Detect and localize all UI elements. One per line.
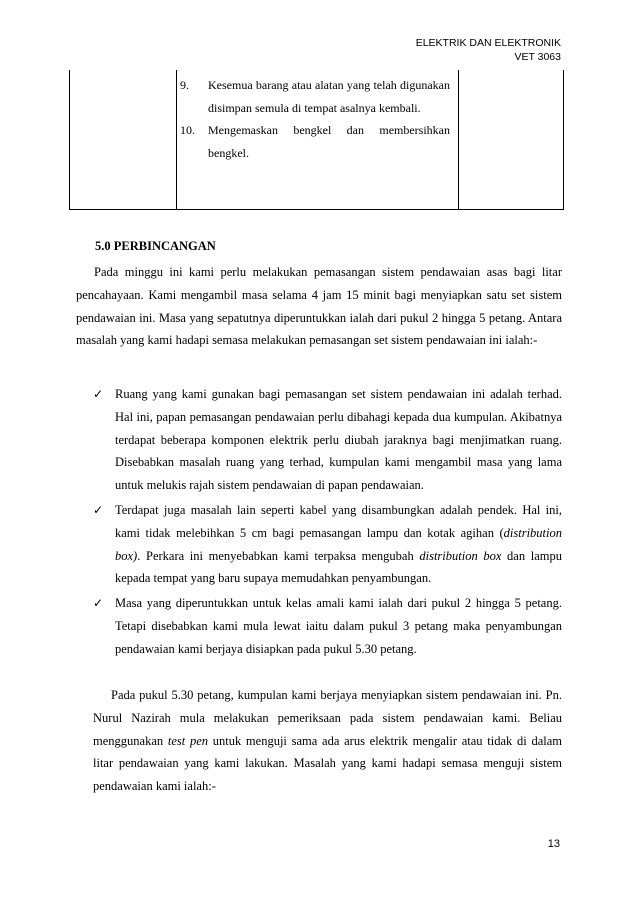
table-column-divider xyxy=(458,70,459,209)
intro-paragraph: Pada minggu ini kami perlu melakukan pemasangan sistem pendawaian asas bagi litar pencahayaan. Kami mengambil masa selama 4 jam 15 minit bagi menyiapkan satu set sistem pendawaian ini. Masa yang sepatutnya diperuntukkan ialah dari pukul 2 hingga 5 petang. Antara masalah yang kami hadapi semasa melakukan pemasangan set sistem pendawaian ini ialah:- xyxy=(76,265,562,348)
header-course-code: VET 3063 xyxy=(514,51,561,63)
step-text: Mengemaskan bengkel dan membersihkan bengkel. xyxy=(208,123,450,160)
procedure-list xyxy=(180,74,450,164)
table-column-divider xyxy=(176,70,177,209)
procedure-step xyxy=(180,119,450,164)
checkmark-icon: ✓ xyxy=(93,502,104,517)
procedure-step xyxy=(180,74,450,119)
section-heading: 5.0 PERBINCANGAN xyxy=(95,239,216,253)
problem-list xyxy=(93,383,562,663)
problem-item xyxy=(93,592,562,660)
procedure-table-fragment xyxy=(69,70,564,210)
problem-text: Masa yang diperuntukkan untuk kelas amali kami ialah dari pukul 2 hingga 5 petang. Tetapi disebabkan kami mula lewat iaitu dalam pukul 3 petang maka penyambungan pendawaian kami berjaya disiapkan pada pukul 5.30 petang. xyxy=(115,596,562,656)
problem-text: Ruang yang kami gunakan bagi pemasangan set sistem pendawaian ini adalah terhad. Hal ini, papan pemasangan pendawaian perlu dibahagi kepada dua kumpulan. Akibatnya terdapat beberapa komponen elektrik perlu diubah jaraknya bagi menjimatkan ruang. Disebabkan masalah ruang yang terhad, kumpulan kami mengambil masa yang lama untuk melukis rajah sistem pendawaian di papan pendawaian. xyxy=(115,387,562,493)
checkmark-icon: ✓ xyxy=(93,387,104,401)
closing-paragraph: Pada pukul 5.30 petang, kumpulan kami berjaya menyiapkan sistem pendawaian ini. Pn. Nurul Nazirah mula melakukan pemeriksaan pada sistem pendawaian kami. Beliau menggunakan test pen untuk menguji sama ada arus elektrik mengalir atau tidak di dalam litar pendawaian yang kami lakukan. Masalah yang kami hadapi semasa menguji sistem pendawaian kami ialah:- xyxy=(93,688,562,794)
problem-item xyxy=(93,383,562,497)
header-subject: ELEKTRIK DAN ELEKTRONIK xyxy=(415,37,561,49)
step-text: Kesemua barang atau alatan yang telah digunakan disimpan semula di tempat asalnya kembali. xyxy=(208,78,450,115)
problem-item xyxy=(93,499,562,590)
step-number: 10. xyxy=(180,123,195,137)
step-number: 9. xyxy=(180,78,189,92)
page-header xyxy=(416,36,561,64)
checkmark-icon: ✓ xyxy=(93,596,104,611)
problem-text: Terdapat juga masalah lain seperti kabel yang disambungkan adalah pendek. Hal ini, kami tidak melebihkan 5 cm bagi pemasangan lampu dan kotak agihan (distribution box). Perkara ini menyebabkan kami terpaksa mengubah distribution box dan lampu kepada tempat yang baru supaya memudahkan penyambungan. xyxy=(115,502,562,586)
page-number: 13 xyxy=(547,838,560,850)
